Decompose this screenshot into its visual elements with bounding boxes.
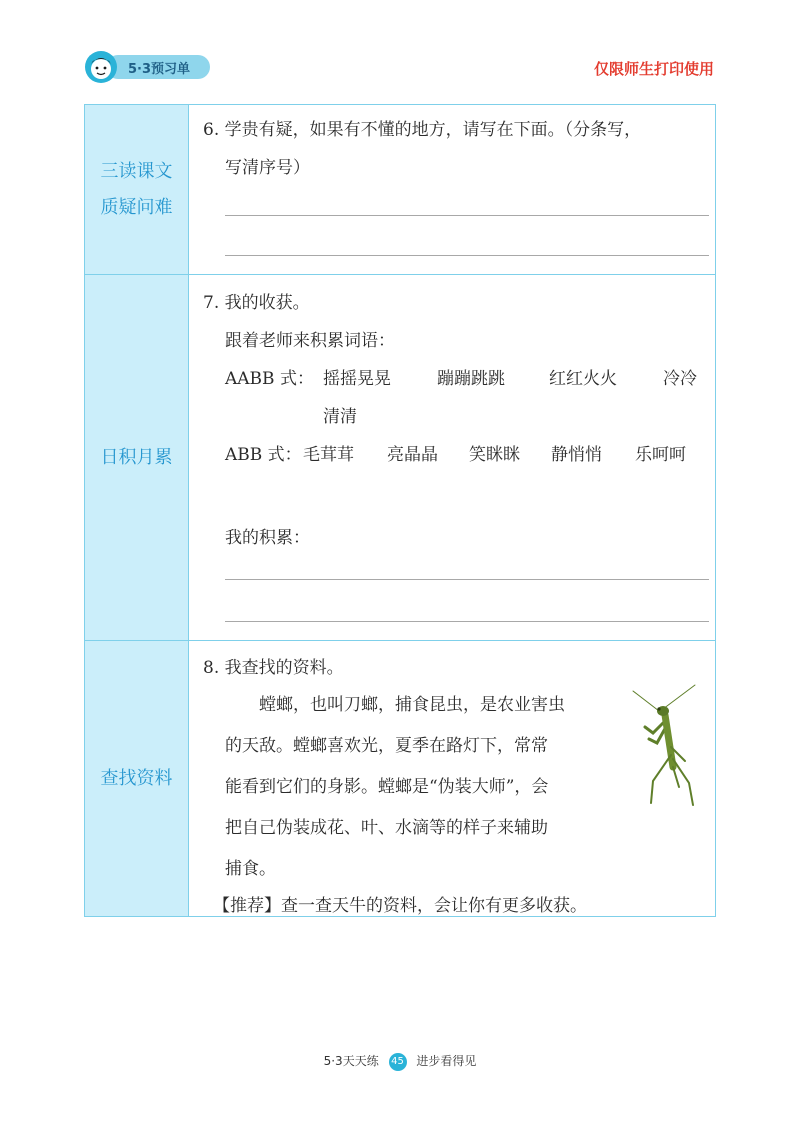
abb-label: ABB 式： bbox=[225, 445, 302, 465]
section-label-line: 查找资料 bbox=[100, 767, 173, 789]
recommend-text: 【推荐】查一查天牛的资料，会让你有更多收获。 bbox=[213, 896, 587, 916]
section-label bbox=[85, 641, 189, 916]
q8-paragraph-line: 把自己伪装成花、叶、水滴等的样子来辅助 bbox=[225, 818, 548, 838]
footer-right: 进步看得见 bbox=[416, 1054, 477, 1068]
answer-line[interactable] bbox=[225, 579, 709, 580]
q6-line2: 写清序号） bbox=[225, 158, 310, 178]
answer-line[interactable] bbox=[225, 255, 709, 256]
abb-word: 乐呵呵 bbox=[635, 445, 686, 465]
footer-left: 5·3天天练 bbox=[323, 1054, 379, 1068]
aabb-word: 红红火火 bbox=[549, 369, 617, 389]
section-label bbox=[85, 275, 189, 640]
abb-word: 毛茸茸 bbox=[303, 445, 354, 465]
q6-line1: 6. 学贵有疑，如果有不懂的地方，请写在下面。（分条写， bbox=[203, 120, 642, 140]
section-content bbox=[189, 275, 715, 640]
header-badge bbox=[84, 50, 212, 84]
section-content bbox=[189, 641, 715, 916]
worksheet-table bbox=[84, 104, 716, 917]
abb-word: 静悄悄 bbox=[551, 445, 602, 465]
section-accumulate bbox=[85, 275, 715, 641]
q8-paragraph-line: 的天敌。螳螂喜欢光，夏季在路灯下，常常 bbox=[225, 736, 548, 756]
page-footer bbox=[0, 1052, 800, 1071]
abb-word: 笑眯眯 bbox=[469, 445, 520, 465]
q8-paragraph-line: 捕食。 bbox=[225, 859, 276, 879]
student-face-icon bbox=[84, 50, 118, 84]
answer-line[interactable] bbox=[225, 215, 709, 216]
my-accumulation-label: 我的积累： bbox=[225, 528, 310, 548]
section-label-line: 质疑问难 bbox=[100, 196, 173, 218]
q7-title: 7. 我的收获。 bbox=[203, 293, 310, 313]
section-label-line: 三读课文 bbox=[100, 160, 173, 182]
q8-paragraph-line: 能看到它们的身影。螳螂是“伪装大师”，会 bbox=[225, 777, 549, 797]
page-number: 45 bbox=[389, 1053, 407, 1071]
q8-title: 8. 我查找的资料。 bbox=[203, 658, 344, 678]
section-research bbox=[85, 641, 715, 916]
section-question bbox=[85, 105, 715, 275]
q7-intro: 跟着老师来积累词语： bbox=[225, 331, 395, 351]
section-label-line: 日积月累 bbox=[100, 446, 173, 468]
section-label bbox=[85, 105, 189, 274]
q8-paragraph-line: 螳螂，也叫刀螂，捕食昆虫，是农业害虫 bbox=[259, 695, 565, 715]
answer-line[interactable] bbox=[225, 621, 709, 622]
aabb-label: AABB 式： bbox=[225, 369, 314, 389]
aabb-word: 摇摇晃晃 bbox=[323, 369, 391, 389]
aabb-word: 蹦蹦跳跳 bbox=[437, 369, 505, 389]
badge-label: 5·3预习单 bbox=[128, 62, 191, 77]
section-content bbox=[189, 105, 715, 274]
print-notice: 仅限师生打印使用 bbox=[593, 60, 714, 78]
aabb-word: 冷冷 bbox=[663, 369, 697, 389]
mantis-icon bbox=[623, 681, 713, 811]
aabb-word-wrap: 清清 bbox=[323, 407, 357, 427]
abb-word: 亮晶晶 bbox=[387, 445, 438, 465]
